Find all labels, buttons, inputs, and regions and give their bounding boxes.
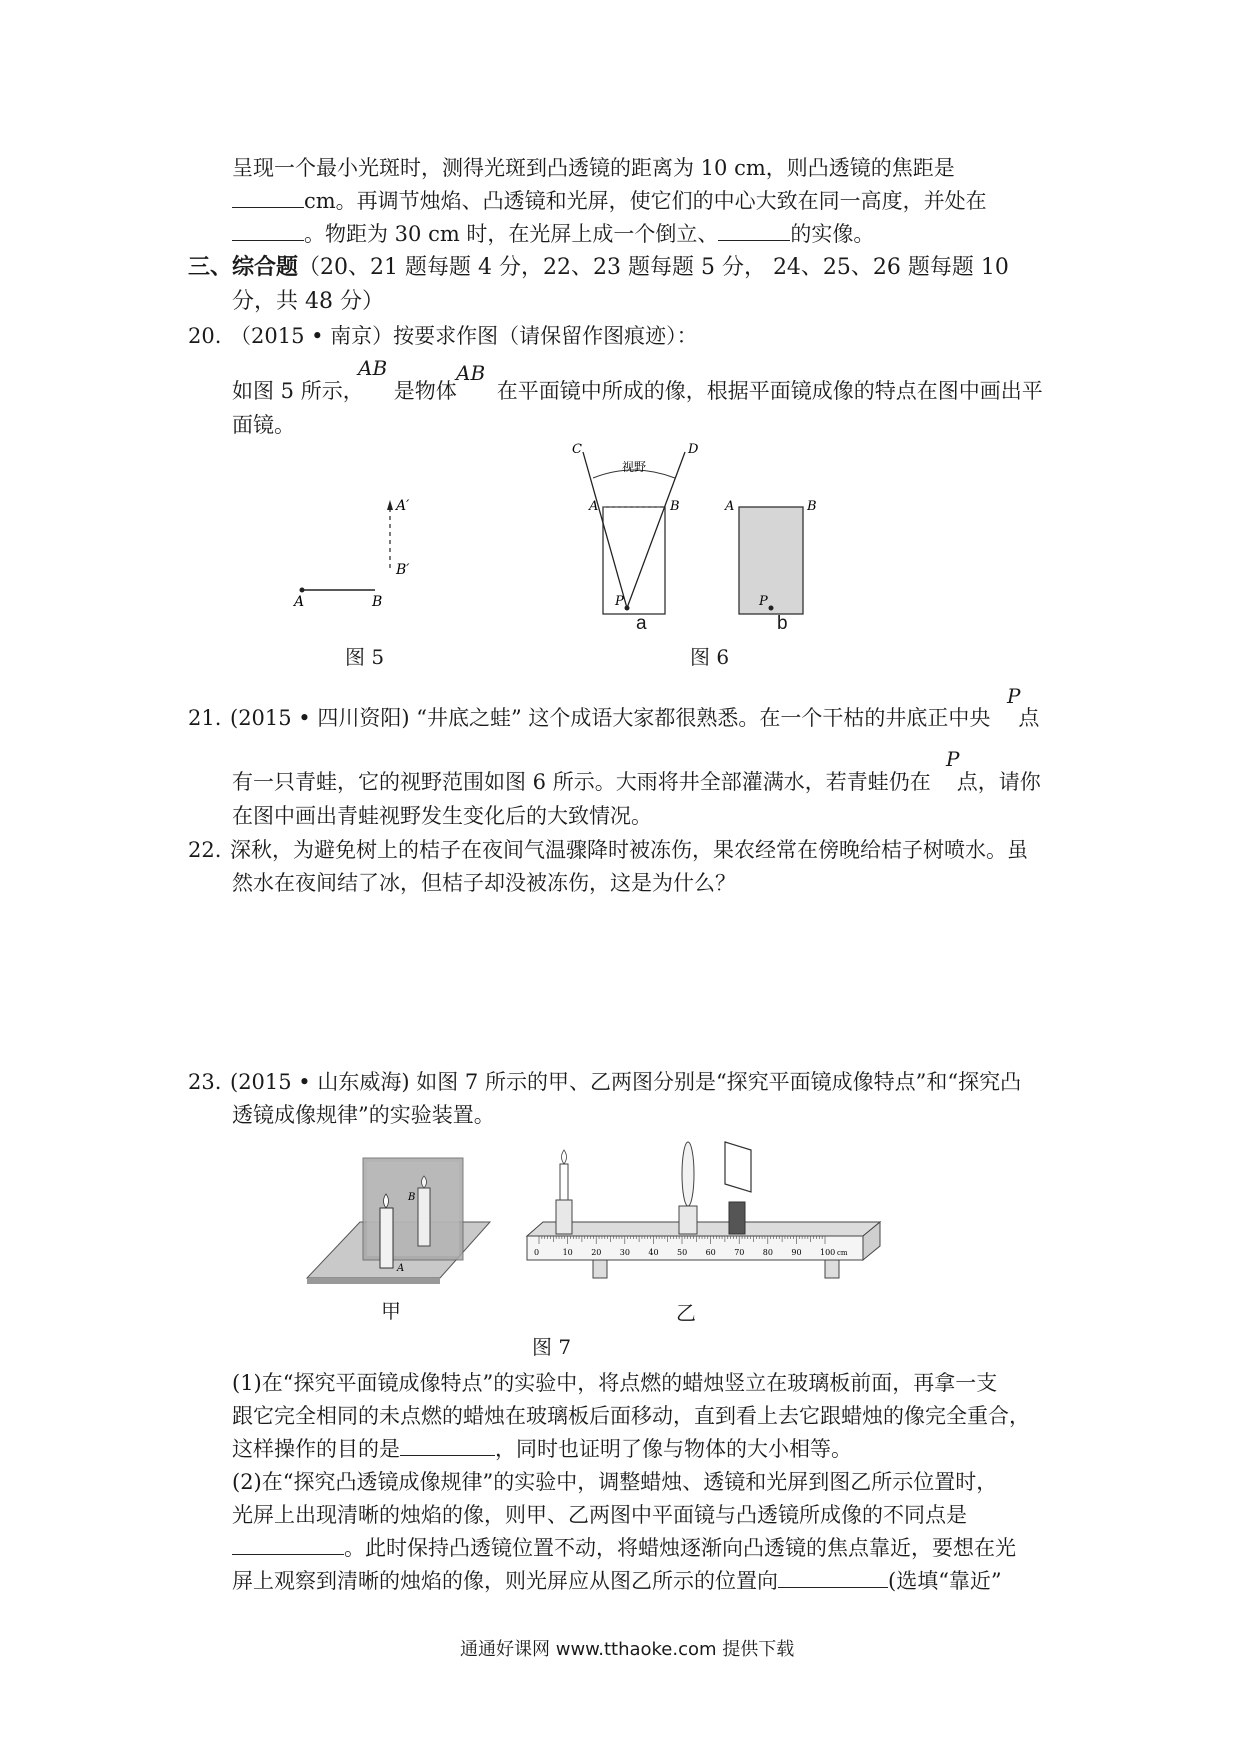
q23-part2-line-4-a: 屏上观察到清晰的烛焰的像，则光屏应从图乙所示的位置向 xyxy=(232,1569,778,1593)
arrow-head-icon xyxy=(387,500,393,510)
ruler-tick-label: 60 xyxy=(705,1248,716,1257)
ruler-tick-label: 20 xyxy=(591,1248,602,1257)
label-p: P xyxy=(759,594,768,609)
q20-stem xyxy=(188,320,698,352)
label-b: B xyxy=(408,1192,416,1203)
optical-bench-top xyxy=(527,1222,880,1236)
q22-line-1 xyxy=(188,834,1028,866)
bench-leg xyxy=(593,1260,607,1278)
q21-line-1-a: (2015 • 四川资阳) “井底之蛙” 这个成语大家都很熟悉。在一个干枯的井底正中央 xyxy=(230,706,991,730)
q19-line-3 xyxy=(232,218,874,250)
figure-6-caption: 图 6 xyxy=(690,645,730,669)
ruler-tick-label: 80 xyxy=(762,1248,773,1257)
label-a: A xyxy=(589,499,599,514)
q23-part1-line-2: 跟它完全相同的未点燃的蜡烛在玻璃板后面移动，直到看上去它跟蜡烛的像完全重合， xyxy=(232,1404,1030,1428)
figure-7-caption: 图 7 xyxy=(532,1335,572,1359)
q20-symbol-ab-1: AB xyxy=(358,356,388,380)
answer-blank[interactable] xyxy=(232,218,304,241)
ruler-tick-label: 10 xyxy=(562,1248,573,1257)
q20-line-2-b: 是物体 xyxy=(393,379,457,403)
convex-lens xyxy=(682,1142,694,1206)
figure-6-diagram xyxy=(565,440,835,640)
q21-line-2 xyxy=(232,766,1041,798)
q21-line-3: 在图中画出青蛙视野发生变化后的大致情况。 xyxy=(232,804,652,828)
label-b: B xyxy=(372,594,383,610)
table-board-edge xyxy=(307,1278,440,1284)
q20-line-2-a: 如图 5 所示， xyxy=(232,379,364,403)
ruler-tick-label: 0 xyxy=(534,1248,540,1257)
q23-part2-line-3-b: 。此时保持凸透镜位置不动，将蜡烛逐渐向凸透镜的焦点靠近，要想在光 xyxy=(344,1536,1016,1560)
section-3-heading xyxy=(188,250,1009,285)
q19-line-3-text-b: 的实像。 xyxy=(790,222,875,246)
label-b-prime: B′ xyxy=(396,562,410,578)
section-3-desc-2: 分，共 48 分） xyxy=(232,289,384,314)
figure-7-sublabel-jia: 甲 xyxy=(381,1299,401,1323)
label-a: A xyxy=(294,594,305,610)
q23-part2-line-4-b: (选填“靠近” xyxy=(888,1569,1002,1593)
figure-5-caption: 图 5 xyxy=(345,645,385,669)
section-3-heading-cont xyxy=(232,284,384,319)
label-a-prime: A′ xyxy=(396,498,410,514)
sight-line-c xyxy=(583,452,627,608)
candle-front xyxy=(380,1208,393,1268)
q21-line-1-b: 点 xyxy=(1018,706,1040,730)
label-a: A xyxy=(397,1263,405,1274)
page-footer: 通通好课网 www.tthaoke.com 提供下载 xyxy=(460,1639,795,1660)
label-d: D xyxy=(688,442,699,457)
q21-line-2-a: 有一只青蛙，它的视野范围如图 6 所示。大雨将井全部灌满水，若青蛙仍在 xyxy=(232,770,931,794)
optical-bench-ruler xyxy=(527,1236,863,1260)
label-c: C xyxy=(572,442,582,457)
candle xyxy=(560,1164,568,1200)
ruler-tick-label: 70 xyxy=(734,1248,745,1257)
q19-line-3-text-a: 。物距为 30 cm 时，在光屏上成一个倒立、 xyxy=(304,222,719,246)
q20-line-2-c: 在平面镜中所成的像，根据平面镜成像的特点在图中画出平 xyxy=(496,379,1043,403)
candle-behind xyxy=(418,1188,430,1246)
q20-number: 20. xyxy=(188,324,222,348)
ruler-tick-label: 30 xyxy=(619,1248,630,1257)
sight-line-d xyxy=(627,452,685,608)
label-b: B xyxy=(670,499,680,514)
q23-number: 23. xyxy=(188,1070,222,1094)
q19-line-2 xyxy=(232,185,987,217)
q22-number: 22. xyxy=(188,838,222,862)
point-p-a xyxy=(625,606,630,611)
figure-5-diagram xyxy=(280,480,440,610)
q21-symbol-p-1: P xyxy=(1007,684,1021,708)
figure-7-yi-diagram xyxy=(525,1140,885,1285)
q23-part2-line-4 xyxy=(232,1565,1002,1597)
q19-line-1: 呈现一个最小光斑时，测得光斑到凸透镜的距离为 10 cm，则凸透镜的焦距是 xyxy=(232,156,955,180)
q23-part1-line-1: (1)在“探究平面镜成像特点”的实验中，将点燃的蜡烛竖立在玻璃板前面，再拿一支 xyxy=(232,1371,998,1395)
screen-holder xyxy=(729,1202,745,1234)
q22-line-2: 然水在夜间结了冰，但桔子却没被冻伤，这是为什么？ xyxy=(232,871,736,895)
candle-holder xyxy=(556,1200,572,1234)
flame-icon xyxy=(562,1150,567,1164)
figure-7-jia-diagram xyxy=(305,1150,495,1285)
q23-part2-line-3 xyxy=(232,1532,1016,1564)
ruler-tick-label: 50 xyxy=(677,1248,688,1257)
label-p: P xyxy=(615,594,624,609)
ruler-tick-label: 100 xyxy=(820,1248,836,1257)
q23-line-2: 透镜成像规律”的实验装置。 xyxy=(232,1103,495,1127)
q21-number: 21. xyxy=(188,706,222,730)
q22-line-1-text: 深秋，为避免树上的桔子在夜间气温骤降时被冻伤，果农经常在傍晚给桔子树喷水。虽 xyxy=(230,838,1028,862)
q19-line-2-text: cm。再调节烛焰、凸透镜和光屏，使它们的中心大致在同一高度，并处在 xyxy=(304,189,987,213)
answer-blank[interactable] xyxy=(232,1532,344,1555)
ruler-tick-label: 90 xyxy=(791,1248,802,1257)
figure-7-sublabel-yi: 乙 xyxy=(676,1301,696,1325)
answer-blank[interactable] xyxy=(232,185,304,208)
light-screen xyxy=(725,1142,751,1192)
well-a xyxy=(603,507,665,614)
q23-part2-line-1: (2)在“探究凸透镜成像规律”的实验中，调整蜡烛、透镜和光屏到图乙所示位置时， xyxy=(232,1470,998,1494)
label-field-of-view: 视野 xyxy=(622,460,647,474)
ruler-unit-label: cm xyxy=(837,1249,848,1257)
label-b: B xyxy=(807,499,817,514)
answer-blank[interactable] xyxy=(778,1565,888,1588)
q23-line-1 xyxy=(188,1066,1021,1098)
section-3-desc-1: （20、21 题每题 4 分，22、23 题每题 5 分， 24、25、26 题每题 10 xyxy=(298,255,1009,280)
q23-line-1-text: (2015 • 山东威海) 如图 7 所示的甲、乙两图分别是“探究平面镜成像特点”和“探究凸 xyxy=(230,1070,1022,1094)
label-a: A xyxy=(725,499,735,514)
q20-symbol-ab-2: AB xyxy=(456,361,486,385)
well-b-water xyxy=(739,507,803,614)
q21-line-2-b: 点，请你 xyxy=(956,770,1041,794)
figure-6-sublabel-b: b xyxy=(777,613,788,634)
q23-part1-line-3 xyxy=(232,1433,852,1465)
point-p-b xyxy=(769,606,774,611)
answer-blank[interactable] xyxy=(718,218,790,241)
ruler-tick-label: 40 xyxy=(648,1248,659,1257)
q21-line-1 xyxy=(188,702,1039,734)
q23-part1-line-3-b: ，同时也证明了像与物体的大小相等。 xyxy=(495,1437,852,1461)
answer-blank[interactable] xyxy=(400,1433,495,1456)
q20-line-2 xyxy=(232,375,1043,407)
figure-6-sublabel-a: a xyxy=(636,613,647,634)
q23-part2-line-2: 光屏上出现清晰的烛焰的像，则甲、乙两图中平面镜与凸透镜所成像的不同点是 xyxy=(232,1503,967,1527)
lens-holder xyxy=(679,1206,697,1234)
q20-line-3: 面镜。 xyxy=(232,413,295,437)
bench-leg xyxy=(825,1260,839,1278)
q20-stem-text: （2015 • 南京）按要求作图（请保留作图痕迹）： xyxy=(230,324,698,348)
point-a xyxy=(300,588,305,593)
q21-symbol-p-2: P xyxy=(946,747,960,771)
section-3-title: 三、综合题 xyxy=(188,254,299,280)
q23-part1-line-3-a: 这样操作的目的是 xyxy=(232,1437,400,1461)
